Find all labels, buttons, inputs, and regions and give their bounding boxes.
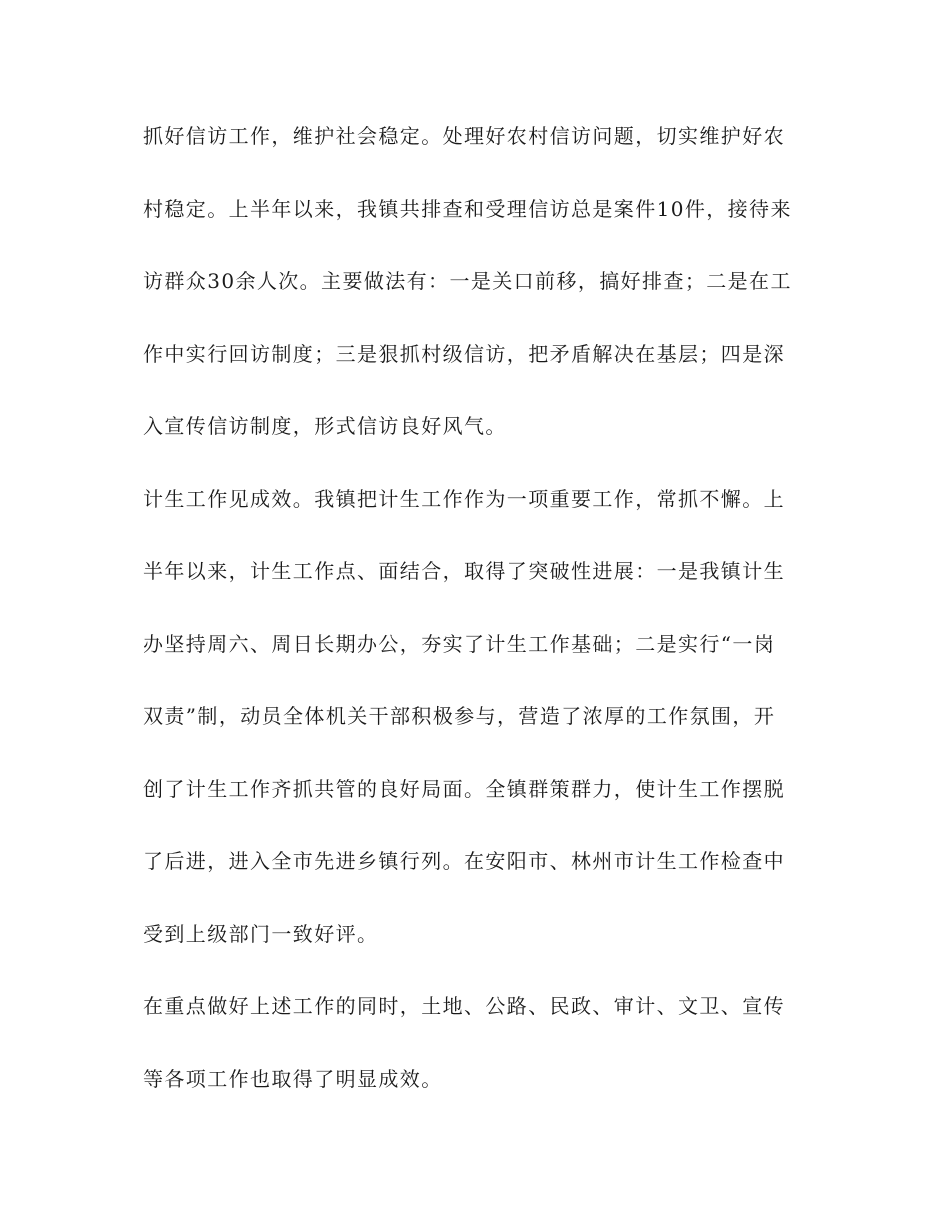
text-line: 抓好信访工作，维护社会稳定。处理好农村信访问题，切实维护好农 [143, 124, 785, 148]
text-line: 在重点做好上述工作的同时，土地、公路、民政、审计、文卫、宣传 [143, 994, 785, 1018]
text-line: 办坚持周六、周日长期办公，夯实了计生工作基础；二是实行“一岗 [143, 631, 776, 656]
paragraph-family-planning [143, 484, 811, 992]
text-line: 了后进，进入全市先进乡镇行列。在安阳市、林州市计生工作检查中 [143, 849, 785, 873]
text-line: 受到上级部门一致好评。 [143, 921, 379, 946]
text-line: 计生工作见成效。我镇把计生工作作为一项重要工作，常抓不懈。上 [143, 486, 785, 511]
document-body [143, 121, 811, 1136]
text-line: 访群众30余人次。主要做法有：一是关口前移，搞好排查；二是在工 [143, 269, 792, 293]
text-line: 等各项工作也取得了明显成效。 [143, 1066, 443, 1091]
text-line: 双责”制，动员全体机关干部积极参与，营造了浓厚的工作氛围，开 [143, 704, 776, 728]
text-line: 村稳定。上半年以来，我镇共排查和受理信访总是案件10件，接待来 [143, 196, 792, 221]
text-line: 作中实行回访制度；三是狠抓村级信访，把矛盾解决在基层；四是深 [143, 341, 785, 366]
text-line: 半年以来，计生工作点、面结合，取得了突破性进展：一是我镇计生 [143, 559, 785, 583]
paragraph-other-work [143, 991, 811, 1136]
text-line: 入宣传信访制度，形式信访良好风气。 [143, 414, 507, 438]
paragraph-petition-work [143, 121, 811, 484]
text-line: 创了计生工作齐抓共管的良好局面。全镇群策群力，使计生工作摆脱 [143, 776, 785, 801]
